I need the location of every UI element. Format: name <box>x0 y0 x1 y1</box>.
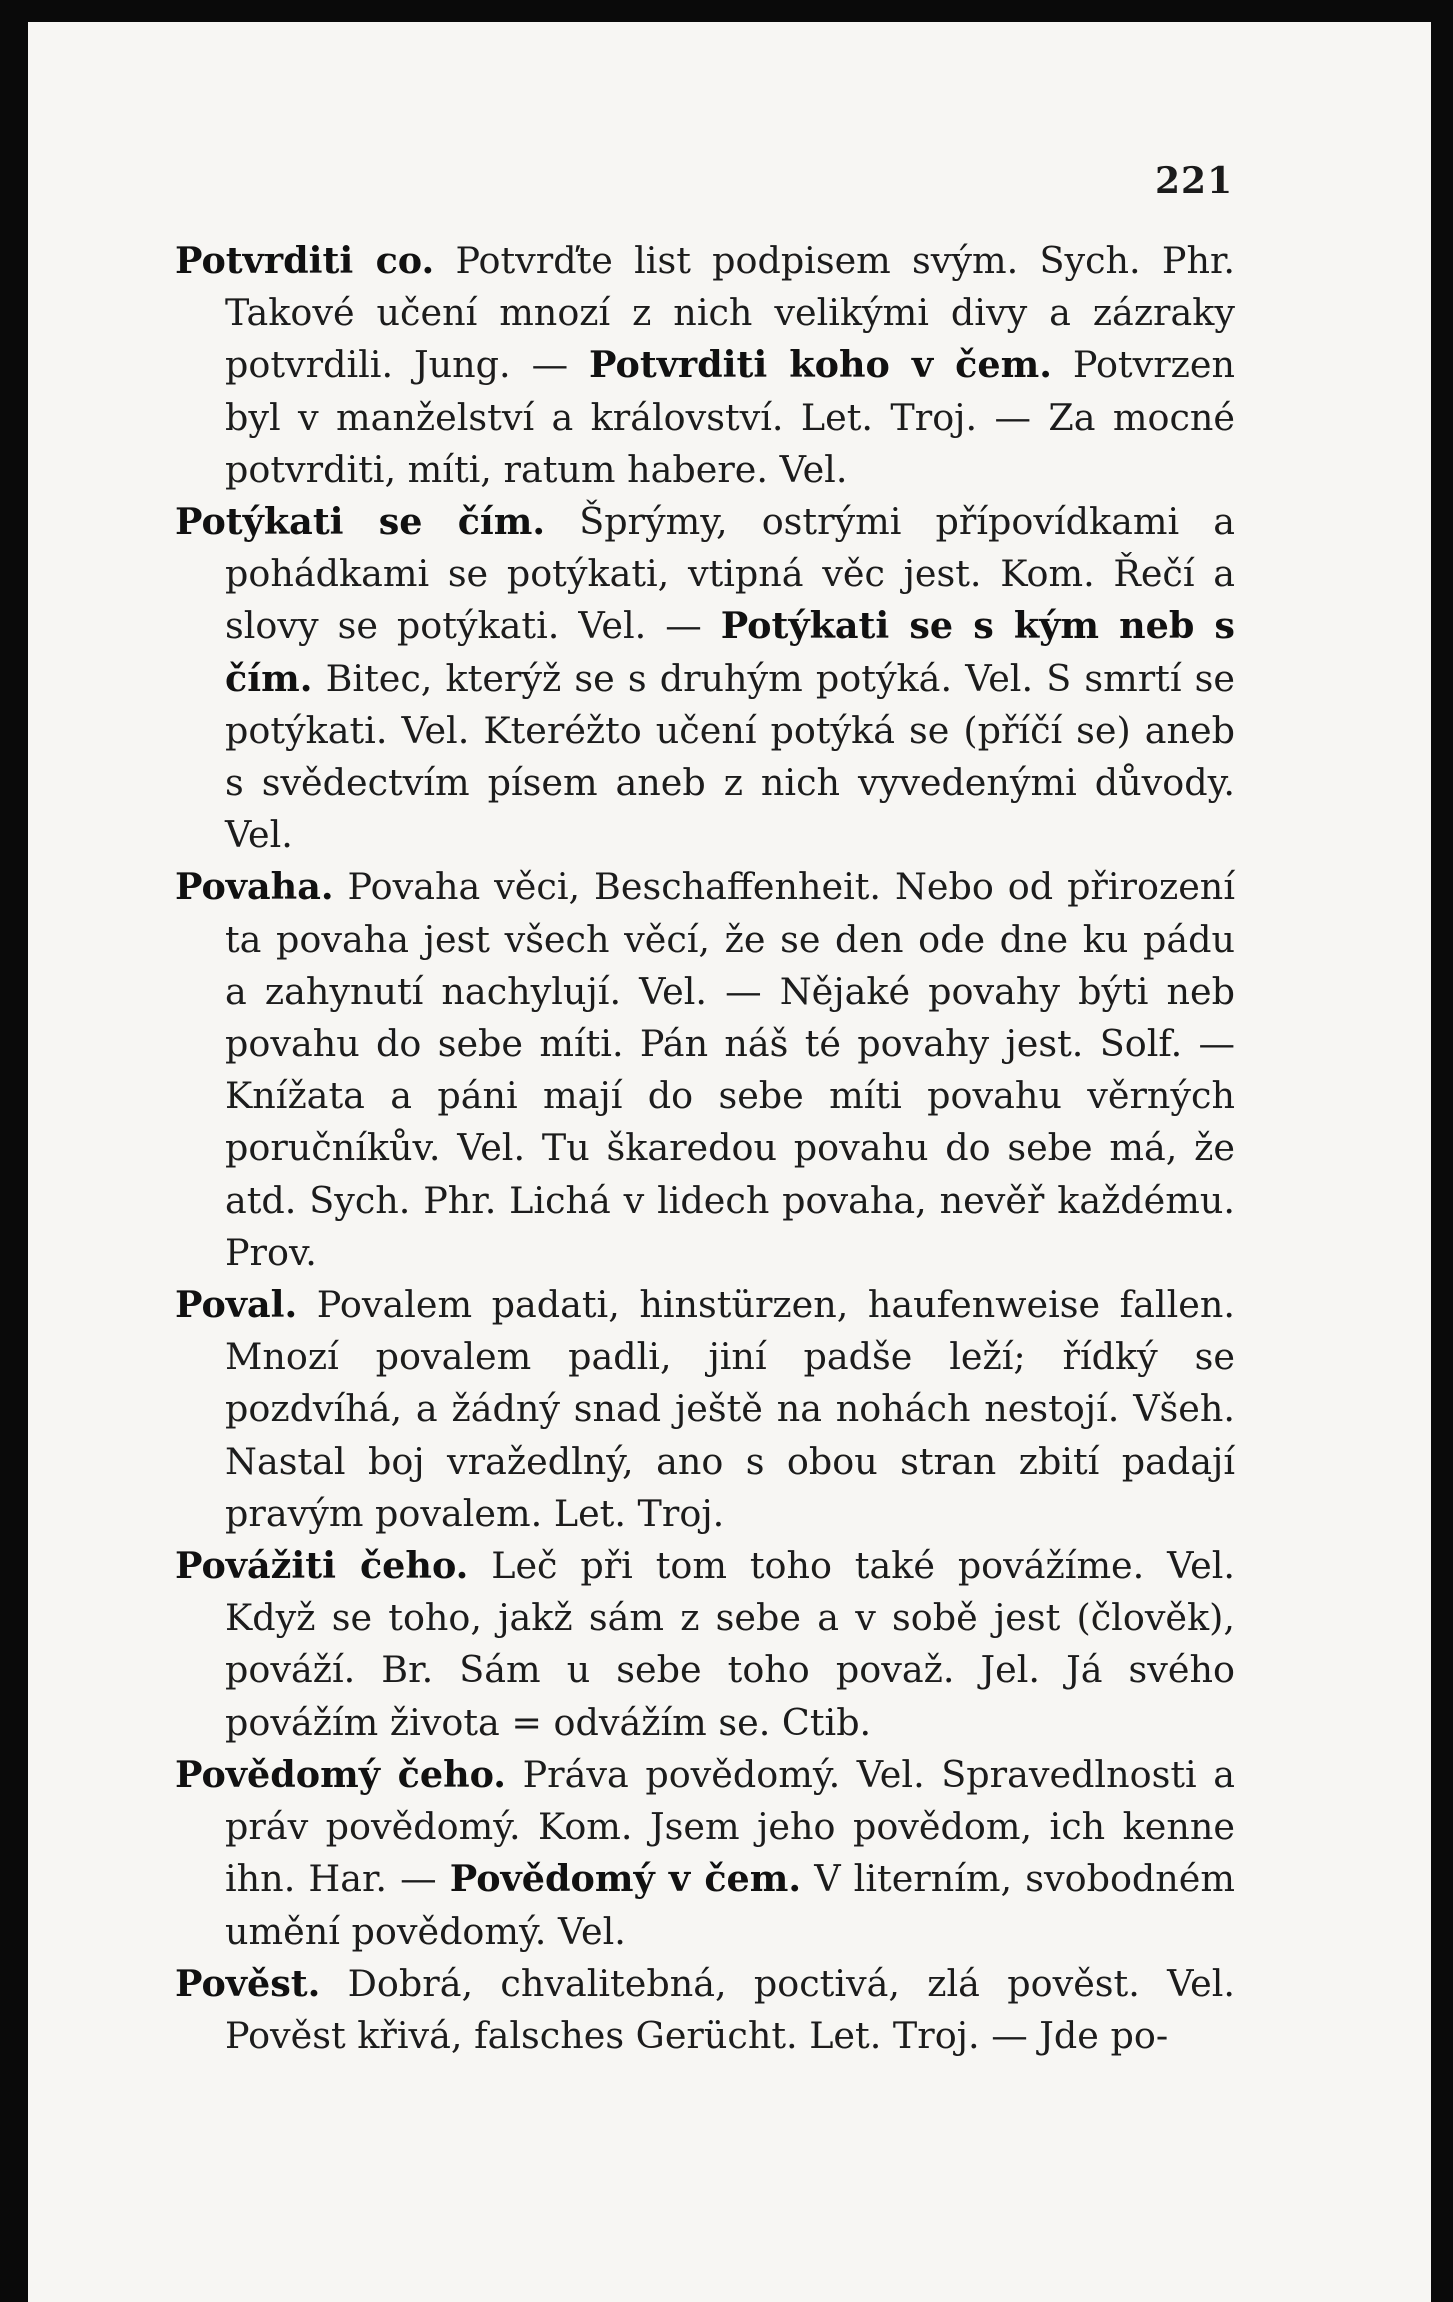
entry-text: Dobrá, chvalitebná, poctivá, zlá pověst. Vel. Pověst křivá, falsches Gerücht. Let. Troj. — Jde po- <box>225 1961 1235 2057</box>
entry-headword: Povážiti čeho. <box>175 1544 469 1588</box>
entry-text: Potvrzen byl v manželství a království. Let. Troj. — Za mocné potvrditi, míti, ratum habere. Vel. <box>225 343 1235 491</box>
entry-headword: Potvrditi co. <box>175 239 435 282</box>
scan-border-left <box>0 0 28 2302</box>
entry-subheadword: Potvrditi koho v čem. <box>589 343 1052 387</box>
entry-text: Bitec, kterýž se s druhým potýká. Vel. S smrtí se potýkati. Vel. Kteréžto učení potýká se (příčí se) aneb s svědectvím písem aneb z nich vyvedenými důvody. Vel. <box>225 656 1235 857</box>
scan-border-top <box>0 0 1453 22</box>
page-number: 221 <box>1155 160 1234 202</box>
scan-border-right <box>1431 0 1453 2302</box>
entry-subheadword: Potýkati se s kým neb s čím. <box>225 604 1235 700</box>
entry-headword: Poval. <box>175 1283 298 1327</box>
entry-potykati <box>175 496 1235 861</box>
entry-text: Leč při tom toho také povážíme. Vel. Když se toho, jakž sám z sebe a v sobě jest (člověk), pováží. Br. Sám u sebe toho považ. Jel. Já svého povážím života = odvážím se. Ctib. <box>225 1544 1235 1744</box>
entry-subheadword: Povědomý v čem. <box>449 1857 802 1901</box>
entry-headword: Povaha. <box>175 865 334 909</box>
dictionary-text <box>175 235 1235 2062</box>
entry-potvrditi <box>175 235 1235 496</box>
entry-povaha <box>175 861 1235 1279</box>
entry-poval <box>175 1279 1235 1540</box>
entry-text: Povaha věci, Beschaffenheit. Nebo od přirození ta povaha jest všech věcí, že se den ode dne ku pádu a zahynutí nachylují. Vel. — Nějaké povahy býti neb povahu do sebe míti. Pán náš té povahy jest. Solf. — Knížata a páni mají do sebe míti povahu věrných poručníkův. Vel. Tu škaredou povahu do sebe má, že atd. Sych. Phr. Lichá v lidech povaha, nevěř každému. Prov. <box>225 865 1235 1274</box>
entry-povedomy <box>175 1749 1235 1958</box>
entry-text: Potvrďte list podpisem svým. Sych. Phr. Takové učení mnozí z nich velikými divy a zázraky potvrdili. Jung. — <box>225 239 1235 387</box>
entry-headword: Potýkati se čím. <box>175 500 546 544</box>
entry-text: Povalem padati, hinstürzen, haufenweise fallen. Mnozí povalem padli, jiní padše leží; řídký se pozdvíhá, a žádný snad ještě na nohách nestojí. Všeh. Nastal boj vražedlný, ano s obou stran zbití padají pravým povalem. Let. Troj. <box>225 1283 1235 1535</box>
entry-headword: Povědomý čeho. <box>175 1752 507 1796</box>
entry-povaziti <box>175 1540 1235 1749</box>
entry-text: Práva povědomý. Vel. Spravedlnosti a práv povědomý. Kom. Jsem jeho povědom, ich kenne ihn. Har. — <box>225 1752 1236 1901</box>
entry-povest <box>175 1958 1235 2062</box>
entry-headword: Pověst. <box>175 1961 321 2005</box>
entry-text: Šprýmy, ostrými přípovídkami a pohádkami se potýkati, vtipná věc jest. Kom. Řečí a slovy se potýkati. Vel. — <box>225 500 1235 648</box>
entry-text: V literním, svobodném umění povědomý. Vel. <box>225 1857 1236 1953</box>
